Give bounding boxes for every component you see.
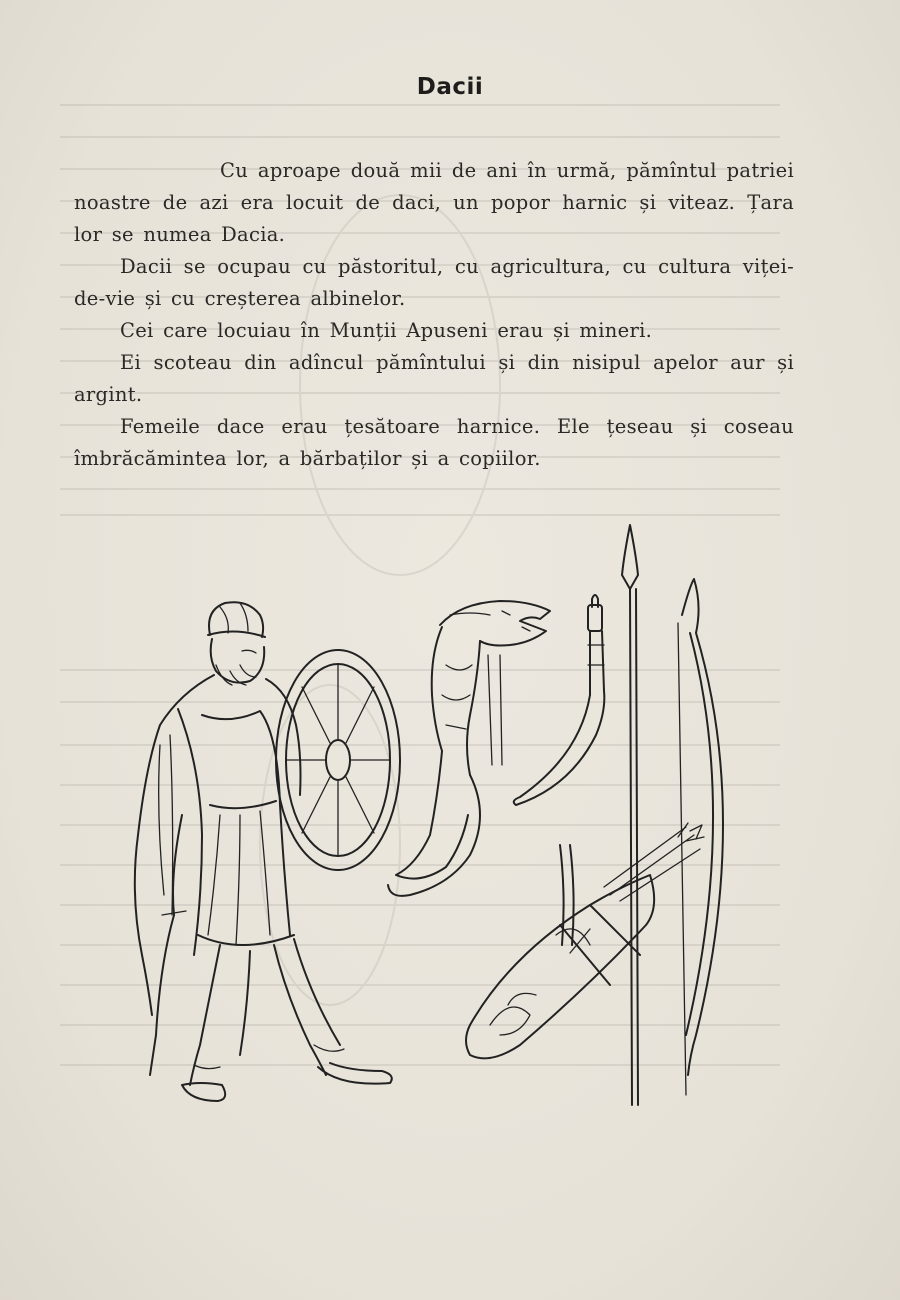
paragraph: Dacii se ocupau cu păstoritul, cu agricultura, cu cultura viței-de-vie și cu creșterea albinelor.: [74, 255, 794, 310]
dacian-illustration: [90, 515, 790, 1125]
curved-sword-icon: [514, 595, 605, 805]
paragraph: Ei scoteau din adîncul pămîntului și din nisipul apelor aur și argint.: [74, 351, 794, 406]
body-text: [74, 155, 794, 475]
dragon-standard-icon: [388, 601, 550, 896]
page-title: Dacii: [416, 74, 484, 100]
paragraph: Cei care locuiau în Munții Apuseni erau și mineri.: [120, 319, 653, 342]
paragraph: Femeile dace erau țesătoare harnice. Ele țeseau și coseau îmbrăcămintea lor, a bărbaților și a copiilor.: [74, 415, 794, 470]
round-shield-icon: [276, 650, 400, 870]
bow-icon: [678, 579, 723, 1095]
quiver-icon: [466, 823, 704, 1058]
spear-icon: [622, 525, 638, 1105]
paragraph: Cu aproape două mii de ani în urmă, pămîntul patriei noastre de azi era locuit de daci, un popor harnic și viteaz. Țara lor se numea Dacia.: [74, 159, 794, 246]
